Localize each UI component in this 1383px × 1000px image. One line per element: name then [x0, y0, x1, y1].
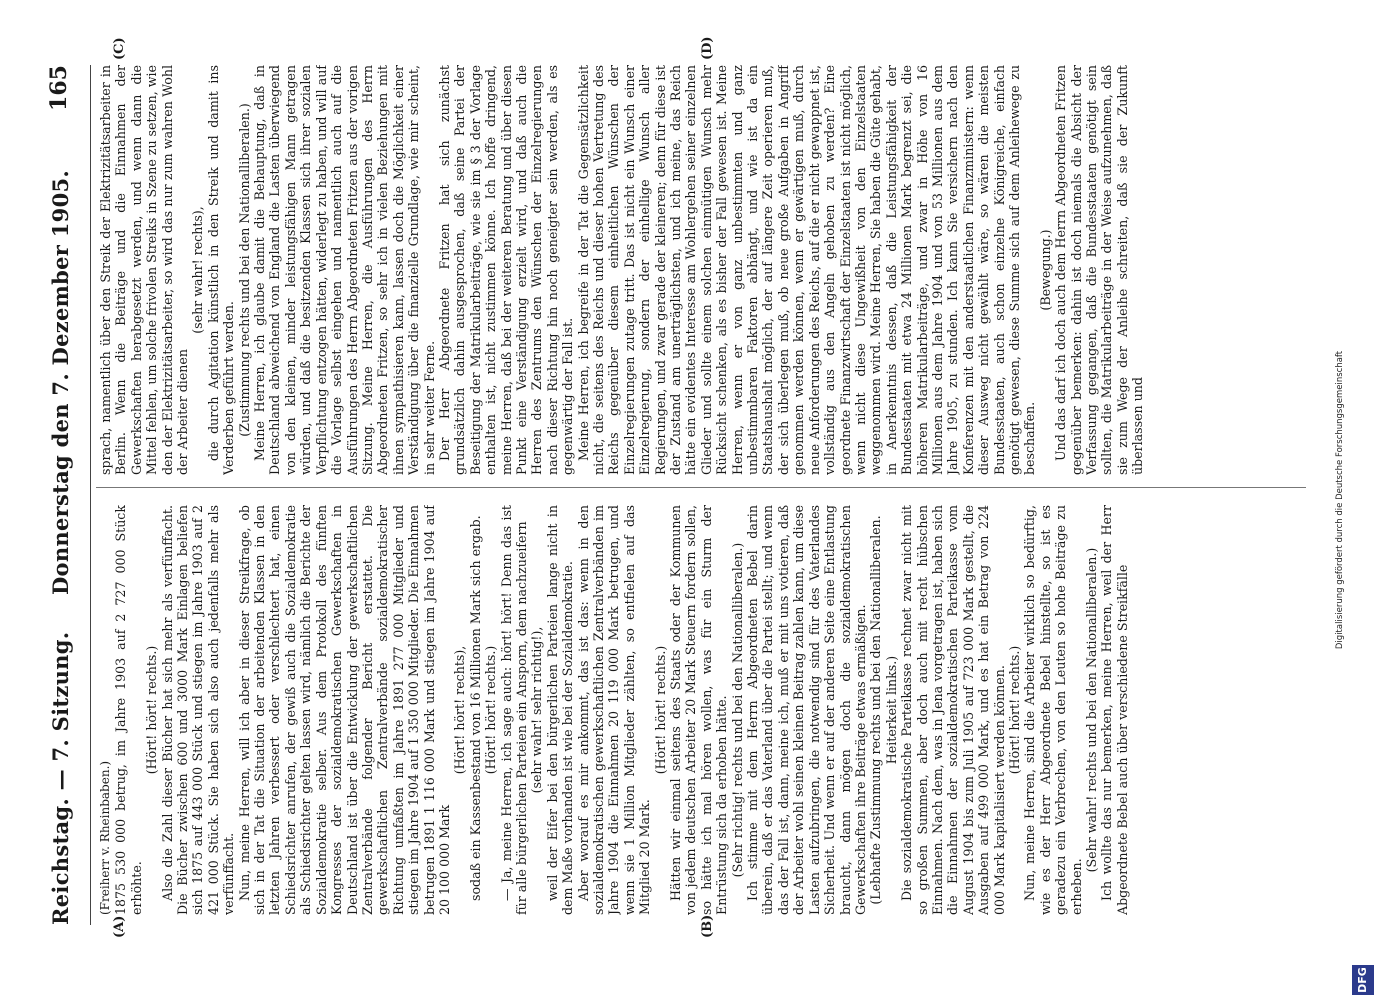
paragraph: die durch Agitation künstlich in den Streik und damit ins Verderben geführt werden.	[205, 65, 237, 475]
paragraph: Nun, meine Herren, sind die Arbeiter wirklich so bedürftig, wie es der Herr Abgeordnete Bebel hinstellte, so ist es geradezu ein Verbrechen, von den Leuten so hohe Beiträge zu erheben.	[1022, 505, 1084, 915]
margin-marker-d: (D)	[700, 36, 715, 60]
left-column-paragraphs	[113, 505, 1130, 915]
paragraph: — Ja, meine Herren, ich sage auch: hört! hört! Denn das ist für alle bürgerlichen Parteien ein Ansporn, dem nachzueifern	[498, 505, 529, 915]
speaker-label: (Freiherr v. Rheinbaben.)	[98, 760, 112, 915]
paragraph: Und das darf ich doch auch dem Herrn Abgeordneten Fritzen gegenüber bemerken: dahin ist doch niemals die Absicht der Verfassung gegangen, daß die Bundesstaaten genötigt sein sollten, die Matrikularbeiträge in der Weise aufzunehmen, daß sie zum Wege der Anleihe schreiten, daß sie der Zukunft überlassen und	[1053, 65, 1146, 475]
paragraph: 1875 530 000 betrug, im Jahre 1903 auf 2 727 000 Stück erhöhte.	[113, 505, 144, 915]
paragraph: Die sozialdemokratische Parteikasse rechnet zwar nicht mit so großen Summen, aber doch auch mit recht hübschen Einnahmen. Nach dem, was in Jena vorgetragen ist, haben sich die Einnahmen der sozialdemokratischen Parteikasse vom August 1904 bis zum Juli 1905 auf 723 000 Mark gestellt, die Ausgaben auf 499 000 Mark, und es hat ein Betrag von 224 000 Mark kapitalisiert werden können.	[899, 505, 1007, 915]
interjection: (sehr wahr! sehr richtig!),	[529, 626, 545, 794]
paragraph: sodaß ein Kassenbestand von 16 Millionen Mark sich ergab.	[467, 515, 483, 901]
interjection: (Lebhafte Zustimmung rechts und bei den Nationalliberalen. Heiterkeit links.)	[868, 515, 899, 905]
paragraph: Also die Zahl dieser Bücher hat sich mehr als verfünffacht. Die Bücher zwischen 600 und 3000 Mark Einlagen beliefen sich 1875 auf 443 000 Stück und stiegen im Jahre 1903 auf 2 421 000 Stück. Sie haben sich also auch jedenfalls mehr als verfünffacht.	[159, 505, 237, 915]
interjection: (Hört! hört! rechts.)	[144, 645, 160, 775]
paragraph: weil der Eifer bei den bürgerlichen Parteien lange nicht in dem Maße vorhanden ist wie bei der Sozialdemokratie.	[544, 505, 576, 915]
right-column-paragraphs	[98, 65, 1146, 475]
header-rule	[90, 65, 91, 925]
interjection: (Zustimmung rechts und bei den Nationalliberalen.)	[236, 103, 252, 437]
digitization-credit: Digitalisierung gefördert durch die Deutsche Forschungsgemeinschaft	[1335, 350, 1345, 650]
paragraph: Meine Herren, ich glaube damit die Behauptung, daß in Deutschland abweichend von England die Lasten überwiegend von den kleinen, minder leistungsfähigen Mann getragen würden, und daß die besitzenden Klassen sich ihrer sozialen Verpflichtung entzogen hätten, widerlegt zu haben, und will auf die Vorlage selbst eingehen und namentlich auch auf die Ausführungen des Herrn Abgeordneten Fritzen aus der vorigen Sitzung. Meine Herren, die Ausführungen des Herrn Abgeordneten Fritzen, so sehr ich in vielen Beziehungen mit ihnen sympathisieren kann, lassen doch die Möglichkeit einer Verständigung über die finanzielle Grundlage, wie mir scheint, in sehr weiter Ferne.	[252, 65, 437, 475]
interjection: (Hört! hört! rechts.)	[1006, 645, 1022, 775]
paragraph: Meine Herren, ich begreife in der Tat die Gegensätzlichkeit nicht, die seitens des Reichs und dieser hohen Vertretung des Reichs gegenüber diesem einheitlichen Wünschen der Einzelregierungen zutage tritt. Das ist nicht ein Wunsch einer Einzelregierung, sondern der einhellige Wunsch aller Regierungen, und zwar gerade der kleineren; denn für diese ist der Zustand am unerträglichsten, und ich meine, das Reich hätte ein evidentes Interesse am Wohlergehen seiner einzelnen Glieder und sollte einem solchen einmütigen Wunsch mehr Rücksicht schenken, als es bisher der Fall gewesen ist. Meine Herren, wenn er von ganz unbestimmten und ganz unbestimmbaren Faktoren abhängt, und wie ist da ein Staatshaushalt möglich, der auf längere Zeit operieren muß, der sich überlegen muß, ob neue große Aufgaben in Angriff genommen werden können, wenn er gewärtigen muß, durch neue Anforderungen des Reichs, auf die er nicht gewappnet ist, vollständig aus den Angeln gehoben zu werden? Eine geordnete Finanzwirtschaft der Einzelstaaten ist nicht möglich, wenn nicht diese Ungewißheit von den Einzelstaaten weggenommen wird. Meine Herren, Sie haben die Güte gehabt, in Anerkenntnis dessen, daß die Leistungsfähigkeit der Bundesstaaten mit etwa 24 Millionen Mark begrenzt sei, die höheren Matrikularbeiträge, und zwar in Höhe von 16 Millionen aus dem Jahre 1904 und von 53 Millionen aus dem Jahre 1905, zu stunden. Ich kann Sie versichern nach den Konferenzen mit den anderstaatlichen Finanzministern: wenn dieser Ausweg nicht gewählt wäre, so wären die meisten Bundesstaaten, auch schon einzelne Königreiche, einfach genötigt gewesen, diese Summe sich auf dem Anleihewege zu beschaffen.	[575, 65, 1038, 475]
interjection: (Sehr wahr! rechts und bei den Nationalliberalen.)	[1084, 547, 1099, 873]
header-date: Donnerstag den 7. Dezember 1905.	[48, 169, 73, 595]
paragraph: sprach, namentlich über den Streik der Elektrizitätsarbeiter in Berlin. Wenn die Beiträge und die Einnahmen der Gewerkschaften herabgesetzt werden, und wenn dann die Mittel fehlen, um solche frivolen Streiks in Szene zu setzen, wie den der Elektrizitätsarbeiter, so wird das nur zum wahren Wohl der Arbeiter dienen	[98, 65, 191, 475]
interjection: (Bewegung.)	[1037, 229, 1053, 311]
margin-marker-a: (A)	[112, 915, 127, 938]
paragraph: Der Herr Abgeordnete Fritzen hat sich zunächst grundsätzlich dahin ausgesprochen, daß seine Partei der Beseitigung der Matrikularbeiträge, wie sie im § 3 der Vorlage enthalten ist, nicht zustimmen könne. Ich hoffe dringend, meine Herren, daß bei der weiteren Beratung und über diesen Punkt eine Verständigung erzielt wird, und daß auch die Herren des Zentrums den Wünschen der Einzelregierungen nach dieser Richtung hin noch geneigter sein werden, als es gegenwärtig der Fall ist.	[436, 65, 576, 475]
page-number: 165	[46, 65, 72, 111]
paragraph: Nun, meine Herren, will ich aber in dieser Streikfrage, ob sich in der Tat die Situation der arbeitenden Klassen in den letzten Jahren verbessert oder verschlechtert hat, einen Schiedsrichter anrufen, der gewiß auch die Sozialdemokratie als Schiedsrichter gelten lassen wird, nämlich die Berichte der Sozialdemokratie selber. Aus dem Protokoll des fünften Kongresses der sozialdemokratischen Gewerkschaften in Deutschland ist über die Entwicklung der gewerkschaftlichen Zentralverbände folgender Bericht erstattet. Die gewerkschaftlichen Zentralverbände sozialdemokratischer Richtung umfaßten im Jahre 1891 277 000 Mitglieder und stiegen im Jahre 1904 auf 1 350 000 Mitglieder. Die Einnahmen betrugen 1891 1 116 000 Mark und stiegen im Jahre 1904 auf 20 100 000 Mark	[236, 505, 452, 915]
interjection: (Sehr richtig! rechts und bei den Nationalliberalen.)	[729, 542, 745, 878]
interjection: (Hört! hört! rechts.)	[652, 645, 668, 775]
header-left: Reichstag. — 7. Sitzung.	[48, 631, 73, 925]
paragraph: Hätten wir einmal seitens des Staats oder der Kommunen von jedem deutschen Arbeiter 20 Mark Steuern fordern sollen, so hätte ich mal hören wollen, was für ein Sturm der Entrüstung sich da erhoben hätte.	[668, 505, 730, 915]
left-column	[98, 505, 1308, 915]
dfg-logo: DFG	[1352, 965, 1374, 995]
page-header	[42, 65, 82, 925]
interjection: (Hört! hört! rechts.)	[483, 645, 499, 775]
interjection: (Hört! hört! rechts),	[452, 645, 468, 775]
right-column	[98, 65, 1308, 475]
paragraph: Aber worauf es mir ankommt, das ist das: wenn in den sozialdemokratischen gewerkschaftlichen Zentralverbänden im Jahre 1904 die Einnahmen 20 119 000 Mark betrugen, und wenn sie 1 Million Mitglieder zählten, so entfielen auf das Mitglied 20 Mark.	[575, 505, 653, 915]
margin-marker-b: (B)	[700, 914, 715, 938]
paragraph: Ich wollte das nur bemerken, meine Herren, weil der Herr Abgeordnete Bebel auch über verschiedene Streikfälle	[1099, 505, 1130, 915]
margin-marker-c: (C)	[112, 37, 127, 60]
interjection: (sehr wahr! rechts),	[190, 206, 206, 334]
column-divider	[96, 487, 1306, 488]
paragraph: Ich stimme mit dem Herrn Abgeordneten Bebel darin überein, daß er das Vaterland über die Partei stellt; und wenn das der Fall ist, dann, meine ich, muß er mit uns votieren, daß der Arbeiter wohl seinen kleinen Beitrag zahlen kann, um diese Lasten aufzubringen, die notwendig sind für des Vaterlandes Sicherheit. Und wenn er auf der anderen Seite eine Entlastung braucht, dann mögen doch die sozialdemokratischen Gewerkschaften ihre Beiträge etwas ermäßigen.	[745, 505, 868, 915]
